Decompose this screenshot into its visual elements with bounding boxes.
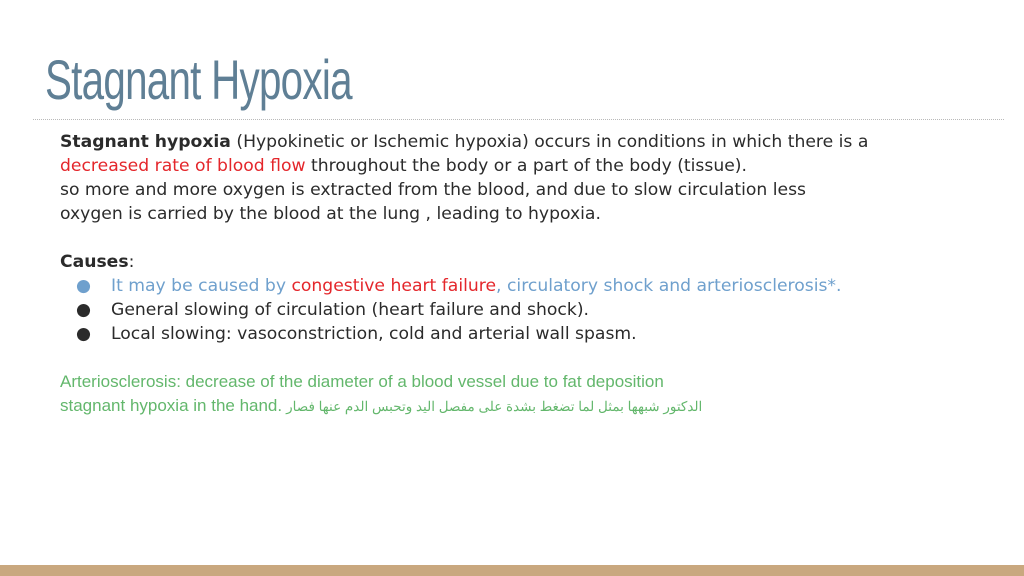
cause-1-text-a: It may be caused by: [111, 276, 292, 296]
footer-bar: [0, 565, 1024, 576]
intro-paragraph: [60, 130, 960, 226]
causes-heading: [60, 250, 960, 274]
intro-line-4: oxygen is carried by the blood at the lung , leading to hypoxia.: [60, 204, 601, 224]
list-item: [60, 298, 960, 322]
note-block: [60, 370, 702, 419]
intro-text-2: throughout the body or a part of the body (tissue).: [305, 156, 747, 176]
note-line-2: [60, 394, 702, 419]
list-item: [60, 274, 960, 298]
bullet-icon: ●: [76, 324, 91, 344]
intro-line-3: so more and more oxygen is extracted from the blood, and due to slow circulation less: [60, 180, 807, 200]
note-line-1: Arteriosclerosis: decrease of the diameter of a blood vessel due to fat deposition: [60, 372, 664, 391]
note-arabic: الدكتور شبهها بمثل لما تضغط بشدة على مفصل اليد وتحبس الدم عنها فصار: [286, 399, 703, 414]
intro-highlight: decreased rate of blood flow: [60, 156, 306, 176]
intro-term: Stagnant hypoxia: [60, 132, 231, 152]
page-title: Stagnant Hypoxia: [45, 48, 352, 111]
cause-1-text-b: , circulatory shock and arteriosclerosis*.: [496, 276, 842, 296]
list-item: [60, 322, 960, 346]
bullet-icon: ●: [76, 300, 91, 320]
causes-label: Causes: [60, 252, 129, 272]
cause-3-text: Local slowing: vasoconstriction, cold and arterial wall spasm.: [111, 324, 637, 344]
causes-colon: :: [128, 252, 135, 272]
note-line-2-text: stagnant hypoxia in the hand.: [60, 396, 283, 415]
bullet-icon: ●: [76, 276, 91, 296]
title-divider: [33, 119, 1004, 120]
intro-text-1: (Hypokinetic or Ischemic hypoxia) occurs in conditions in which there is a: [230, 132, 869, 152]
cause-2-text: General slowing of circulation (heart failure and shock).: [111, 300, 589, 320]
causes-list: [60, 274, 960, 346]
cause-1-highlight: congestive heart failure: [291, 276, 497, 296]
main-content: [60, 130, 960, 346]
